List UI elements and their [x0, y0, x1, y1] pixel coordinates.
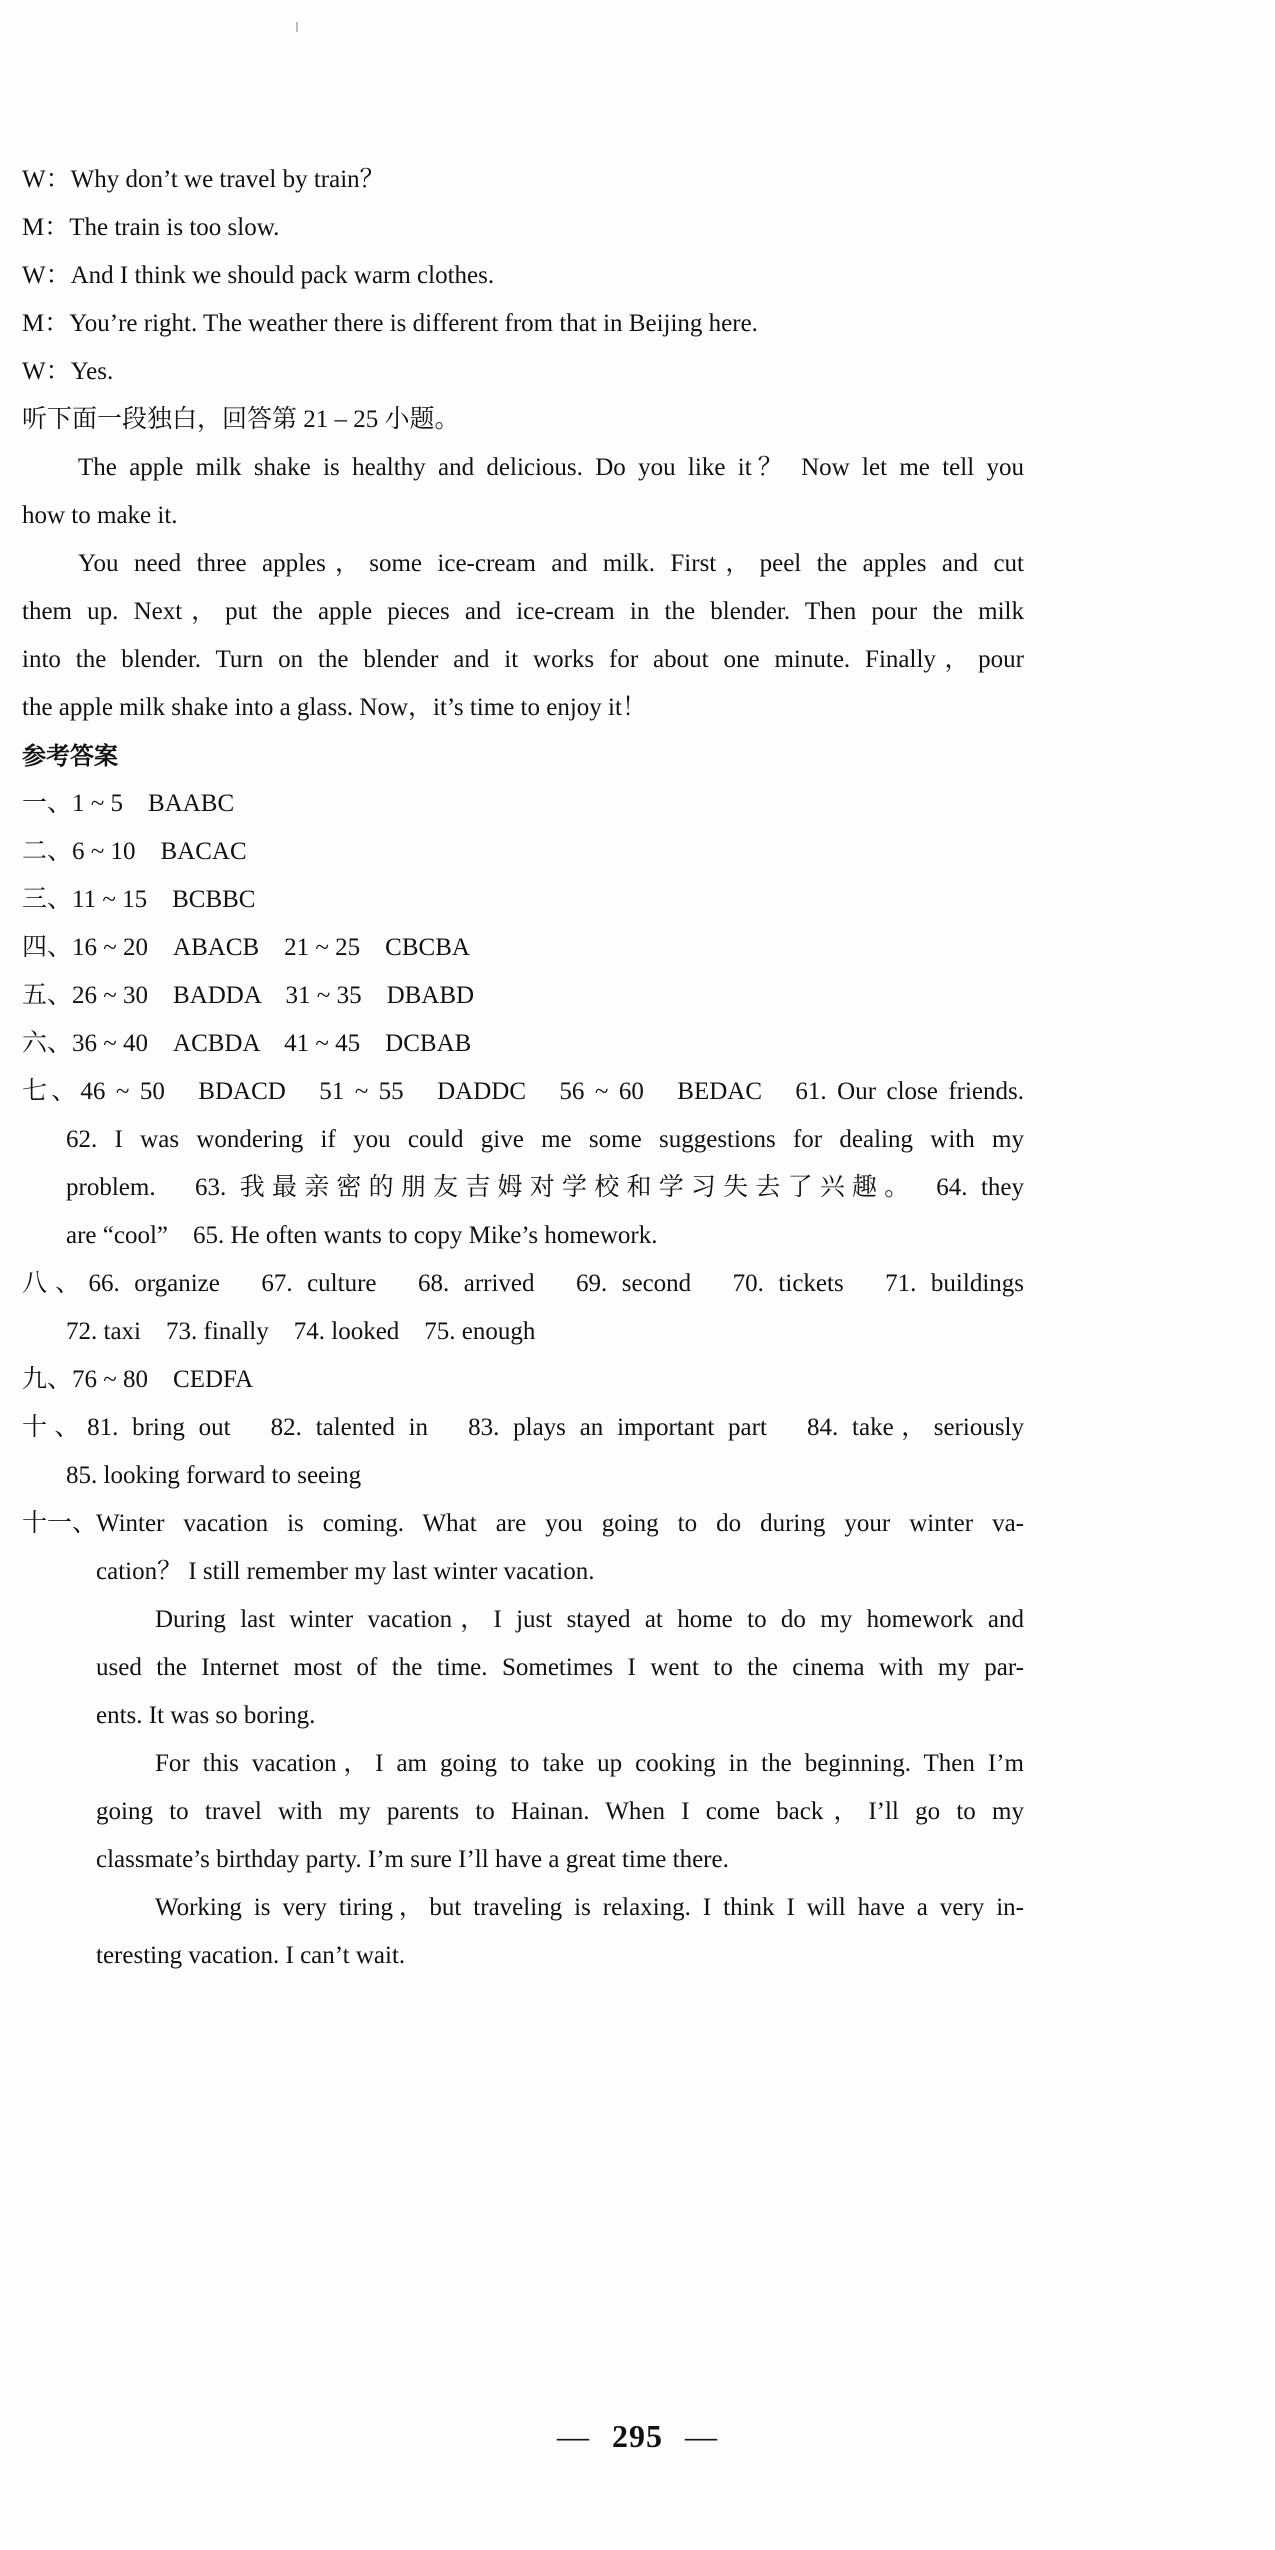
- essay-line: classmate’s birthday party. I’m sure I’ll have a great time there.: [96, 1846, 729, 1873]
- answer-line: 三、11 ~ 15 BCBBC: [22, 886, 256, 913]
- answer-line: 六、36 ~ 40 ACBDA 41 ~ 45 DCBAB: [22, 1030, 472, 1057]
- essay-line: For this vacation，I am going to take up cooking in the beginning. Then I’m: [155, 1750, 1024, 1777]
- dialogue-line: W：Yes.: [22, 358, 114, 385]
- monologue-intro: 听下面一段独白，回答第 21 – 25 小题。: [22, 406, 460, 433]
- monologue-line: the apple milk shake into a glass. Now，it’s time to enjoy it！: [22, 694, 647, 721]
- page-number-value: 295: [612, 2418, 663, 2454]
- monologue-line: them up. Next，put the apple pieces and ice-cream in the blender. Then pour the milk: [22, 598, 1024, 625]
- answer-line: 九、76 ~ 80 CEDFA: [22, 1366, 254, 1393]
- answer-line: 62. I was wondering if you could give me some suggestions for dealing with my: [66, 1126, 1024, 1153]
- answer-line: 85. looking forward to seeing: [66, 1462, 362, 1489]
- essay-label: 十一、: [22, 1510, 98, 1537]
- essay-line: used the Internet most of the time. Sometimes I went to the cinema with my par-: [96, 1654, 1024, 1681]
- monologue-line: into the blender. Turn on the blender and it works for about one minute. Finally，pour: [22, 646, 1024, 673]
- answer-line: 四、16 ~ 20 ABACB 21 ~ 25 CBCBA: [22, 934, 470, 961]
- answer-line: problem. 63. 我最亲密的朋友吉姆对学校和学习失去了兴趣。 64. they: [66, 1174, 1024, 1201]
- answer-line: are “cool” 65. He often wants to copy Mike’s homework.: [66, 1222, 658, 1249]
- answer-line: 八、66. organize 67. culture 68. arrived 69. second 70. tickets 71. buildings: [22, 1270, 1024, 1297]
- page-number-dash-left: —: [557, 2418, 590, 2454]
- answer-line: 五、26 ~ 30 BADDA 31 ~ 35 DBABD: [22, 982, 475, 1009]
- answer-line: 一、1 ~ 5 BAABC: [22, 790, 235, 817]
- essay-line: Working is very tiring，but traveling is relaxing. I think I will have a very in-: [155, 1894, 1024, 1921]
- monologue-line: how to make it.: [22, 502, 178, 529]
- page-number-dash-right: —: [685, 2418, 718, 2454]
- dialogue-line: M：You’re right. The weather there is different from that in Beijing here.: [22, 310, 758, 337]
- scan-mark: [296, 22, 298, 32]
- answer-line: 七、46 ~ 50 BDACD 51 ~ 55 DADDC 56 ~ 60 BEDAC 61. Our close friends.: [22, 1078, 1024, 1105]
- answer-line: 二、6 ~ 10 BACAC: [22, 838, 247, 865]
- answer-line: 十、81. bring out 82. talented in 83. plays an important part 84. take，seriously: [22, 1414, 1024, 1441]
- essay-line: Winter vacation is coming. What are you going to do during your winter va-: [96, 1510, 1024, 1537]
- essay-line: cation？ I still remember my last winter vacation.: [96, 1558, 595, 1585]
- essay-line: teresting vacation. I can’t wait.: [96, 1942, 406, 1969]
- essay-line: ents. It was so boring.: [96, 1702, 316, 1729]
- answers-heading: 参考答案: [22, 742, 118, 770]
- essay-line: going to travel with my parents to Hainan. When I come back，I’ll go to my: [96, 1798, 1024, 1825]
- dialogue-line: W：And I think we should pack warm clothes.: [22, 262, 495, 289]
- dialogue-line: W：Why don’t we travel by train？: [22, 166, 385, 193]
- monologue-line: You need three apples，some ice-cream and milk. First，peel the apples and cut: [78, 550, 1024, 577]
- answer-line: 72. taxi 73. finally 74. looked 75. enough: [66, 1318, 536, 1345]
- page-number: [0, 2418, 1275, 2455]
- essay-line: During last winter vacation，I just stayed at home to do my homework and: [155, 1606, 1024, 1633]
- dialogue-line: M：The train is too slow.: [22, 214, 280, 241]
- monologue-line: The apple milk shake is healthy and delicious. Do you like it？ Now let me tell you: [78, 454, 1024, 481]
